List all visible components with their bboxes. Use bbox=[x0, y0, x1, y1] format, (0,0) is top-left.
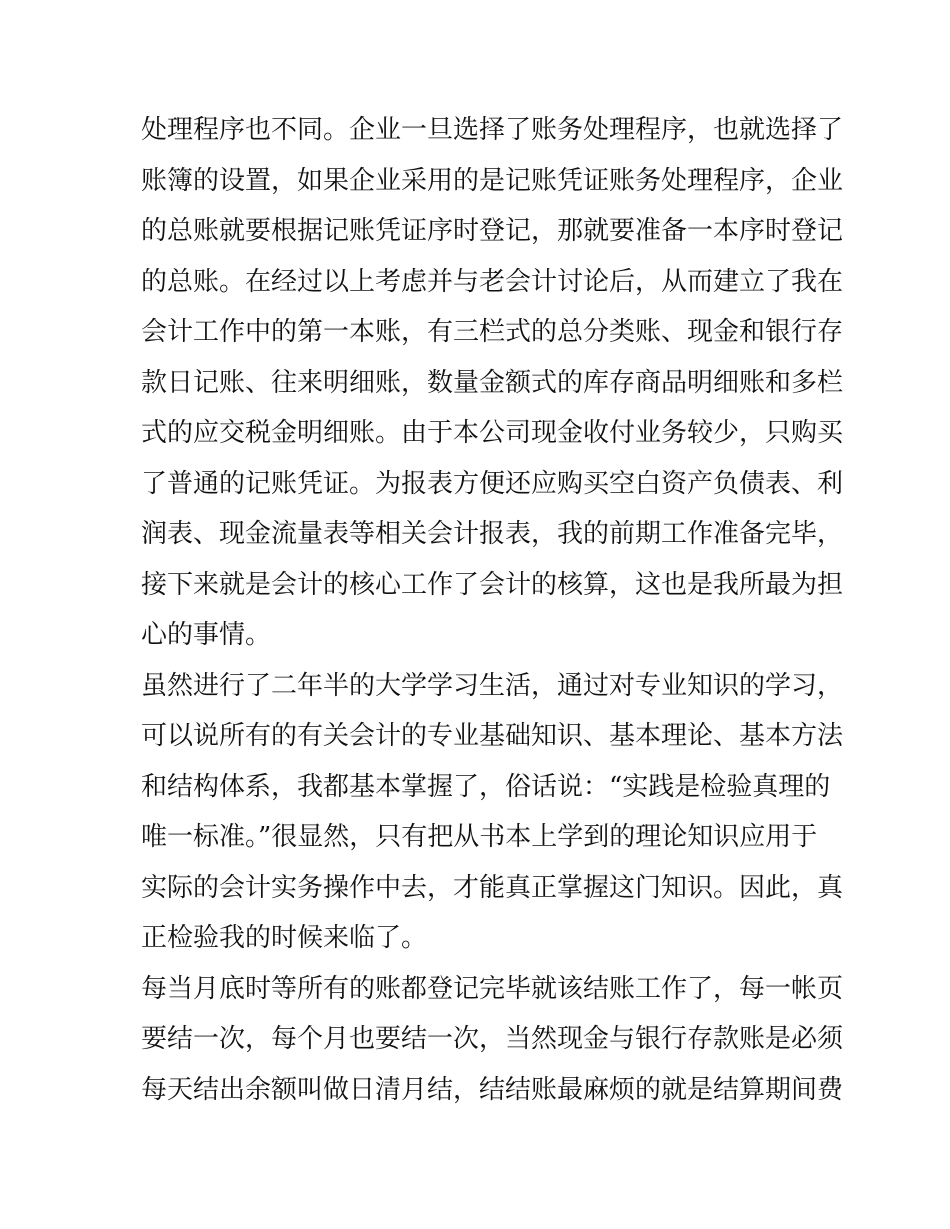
text-line: 润表、现金流量表等相关会计报表，我的前期工作准备完毕， bbox=[141, 519, 844, 549]
text-line: 账簿的设置，如果企业采用的是记账凭证账务处理程序，企业 bbox=[141, 165, 844, 196]
text-line: 要结一次，每个月也要结一次，当然现金与银行存款账是必须 bbox=[141, 1024, 844, 1054]
text-line: 处理程序也不同。企业一旦选择了账务处理程序，也就选择了 bbox=[141, 115, 844, 145]
paragraph-1 bbox=[141, 105, 844, 661]
text-line: 可以说所有的有关会计的专业基础知识、基本理论、基本方法 bbox=[141, 721, 844, 751]
text-line: 每当月底时等所有的账都登记完毕就该结账工作了，每一帐页 bbox=[141, 973, 844, 1004]
text-line: 每天结出余额叫做日清月结，结结账最麻烦的就是结算期间费 bbox=[141, 1074, 844, 1105]
paragraph-2 bbox=[141, 661, 844, 964]
text-line: 式的应交税金明细账。由于本公司现金收付业务较少，只购买 bbox=[141, 418, 844, 448]
text-line: 心的事情。 bbox=[141, 620, 272, 650]
text-line: 接下来就是会计的核心工作了会计的核算，这也是我所最为担 bbox=[141, 569, 844, 600]
text-line: 的总账就要根据记账凭证序时登记，那就要准备一本序时登记 bbox=[141, 216, 844, 246]
text-line: 和结构体系，我都基本掌握了，俗话说：“实践是检验真理的 bbox=[141, 771, 831, 802]
text-line: 正检验我的时候来临了。 bbox=[141, 923, 428, 953]
paragraph-3 bbox=[141, 964, 844, 1116]
text-line: 的总账。在经过以上考虑并与老会计讨论后，从而建立了我在 bbox=[141, 266, 844, 297]
text-line: 会计工作中的第一本账，有三栏式的总分类账、现金和银行存 bbox=[141, 317, 844, 347]
text-line: 虽然进行了二年半的大学学习生活，通过对专业知识的学习， bbox=[141, 670, 844, 701]
text-line: 唯一标准。”很显然，只有把从书本上学到的理论知识应用于 bbox=[141, 822, 818, 852]
text-line: 款日记账、往来明细账，数量金额式的库存商品明细账和多栏 bbox=[141, 367, 844, 398]
text-line: 实际的会计实务操作中去，才能真正掌握这门知识。因此，真 bbox=[141, 872, 844, 903]
document-body bbox=[141, 105, 844, 1115]
text-line: 了普通的记账凭证。为报表方便还应购买空白资产负债表、利 bbox=[141, 468, 844, 499]
